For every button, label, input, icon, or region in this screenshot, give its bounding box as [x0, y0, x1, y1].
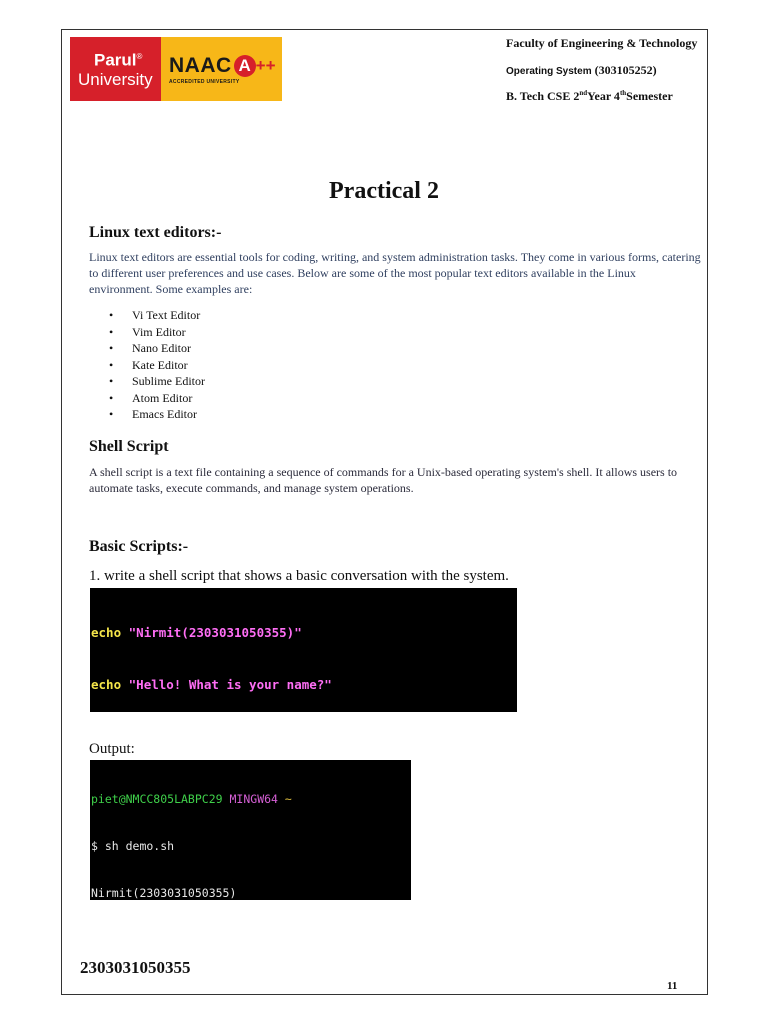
- list-item: • Nano Editor: [89, 340, 205, 357]
- grade-letter: A: [234, 55, 256, 77]
- course-text-b: Year 4: [587, 89, 620, 103]
- course-sup-th: th: [619, 89, 627, 97]
- code-screenshot: [90, 588, 517, 712]
- subject-name: Operating System: [506, 66, 592, 77]
- shell-heading: Shell Script: [89, 438, 169, 455]
- subject-code: (303105252): [594, 63, 657, 77]
- prompt-env: MINGW64: [229, 791, 278, 806]
- list-item: • Kate Editor: [89, 357, 205, 374]
- terminal-line: $ sh demo.sh: [91, 838, 175, 853]
- list-item: • Emacs Editor: [89, 406, 205, 423]
- faculty-name: Faculty of Engineering & Technology: [506, 36, 698, 50]
- code-line: [90, 624, 517, 641]
- logo-parul-text: Parul: [94, 50, 137, 70]
- code-string: "Hello! What is your name?": [128, 677, 332, 693]
- page-number: 11: [667, 980, 678, 992]
- page-title: Practical 2: [329, 178, 439, 204]
- roll-number: 2303031050355: [80, 958, 191, 977]
- parul-logo: [70, 37, 161, 101]
- editors-intro: Linux text editors are essential tools for coding, writing, and system administration tasks. They come in various forms, catering to different user preferences and use cases. Below are some of the most popular text editors available in the Linux environment. Some examples are:: [89, 250, 701, 296]
- course-text-a: B. Tech CSE 2: [506, 89, 580, 103]
- grade-badge: [234, 55, 276, 77]
- editors-heading: Linux text editors:-: [89, 224, 222, 241]
- list-item: • Vim Editor: [89, 324, 205, 341]
- accredited-text: ACCREDITED UNIVERSITY: [169, 78, 240, 85]
- logo-registered-mark: ®: [136, 52, 143, 62]
- shell-description: A shell script is a text file containing a sequence of commands for a Unix-based operating system's shell. It allows users to automate tasks, execute commands, and manage system operations.: [89, 465, 678, 495]
- terminal-screenshot: [90, 760, 411, 900]
- logo-university-text: University: [78, 69, 153, 89]
- terminal-prompt: [90, 792, 411, 808]
- course-line: [506, 89, 673, 104]
- course-text-c: Semester: [626, 89, 673, 103]
- editors-list: [89, 307, 205, 423]
- list-item: • Sublime Editor: [89, 373, 205, 390]
- list-item: • Atom Editor: [89, 390, 205, 407]
- question-text: 1. write a shell script that shows a basic conversation with the system.: [89, 568, 509, 584]
- list-item: • Vi Text Editor: [89, 307, 205, 324]
- code-keyword: echo: [91, 624, 122, 640]
- terminal-line: Nirmit(2303031050355): [91, 886, 237, 900]
- prompt-dir: ~: [284, 791, 292, 806]
- naac-logo: [161, 37, 282, 101]
- university-logo: [70, 37, 282, 101]
- output-label: Output:: [89, 741, 135, 757]
- prompt-user: piet@NMCC805LABPC29: [91, 791, 223, 806]
- grade-plus: ++: [255, 55, 276, 75]
- naac-text: NAAC: [169, 53, 232, 77]
- course-sup-nd: nd: [579, 89, 588, 97]
- subject-line: [506, 63, 657, 78]
- code-keyword: echo: [91, 677, 122, 693]
- code-line: [90, 676, 517, 693]
- code-string: "Nirmit(2303031050355)": [128, 624, 302, 640]
- basic-scripts-heading: Basic Scripts:-: [89, 538, 189, 555]
